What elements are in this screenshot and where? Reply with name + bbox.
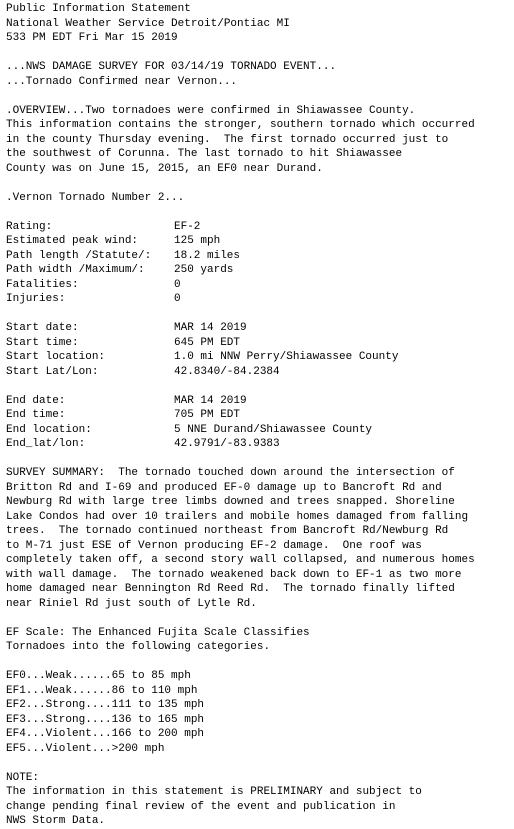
end-row-latlon bbox=[6, 437, 514, 452]
spacer bbox=[6, 46, 514, 61]
stat-value: 0 bbox=[174, 293, 181, 305]
stat-row-path-width bbox=[6, 263, 514, 278]
stat-value: 0 bbox=[174, 278, 181, 291]
start-row-time bbox=[6, 336, 514, 351]
stat-value: EF-2 bbox=[174, 220, 201, 233]
ef-scale-item: EF2...Strong....111 to 135 mph bbox=[6, 699, 205, 711]
start-row-location bbox=[6, 350, 514, 365]
overview-line: This information contains the stronger, southern tornado which occurred bbox=[6, 119, 475, 131]
start-label: Start date: bbox=[6, 322, 79, 334]
ef-scale-item: EF4...Violent...166 to 200 mph bbox=[6, 728, 205, 740]
start-row-latlon bbox=[6, 365, 514, 380]
start-section bbox=[6, 321, 514, 379]
summary-line: Britton Rd and I-69 and produced EF-0 damage up to Bancroft Rd and bbox=[6, 481, 442, 494]
stat-value: 18.2 miles bbox=[174, 249, 241, 262]
summary-line: to M-71 just ESE of Vernon producing EF-2 damage. One roof was bbox=[6, 539, 422, 552]
end-value: 705 PM EDT bbox=[174, 409, 241, 421]
summary-line: trees. The tornado continued northeast from Bancroft Rd/Newburg Rd bbox=[6, 525, 449, 537]
note-line: NWS Storm Data. bbox=[6, 815, 106, 827]
spacer bbox=[6, 611, 514, 626]
end-row-location bbox=[6, 423, 514, 438]
ef-scale-intro: Tornadoes into the following categories. bbox=[6, 641, 271, 653]
spacer bbox=[6, 176, 514, 191]
summary-line: SURVEY SUMMARY: The tornado touched down around the intersection of bbox=[6, 467, 455, 479]
ef-scale-intro: EF Scale: The Enhanced Fujita Scale Classifies bbox=[6, 626, 310, 639]
start-label: Start Lat/Lon: bbox=[6, 365, 99, 378]
end-section bbox=[6, 394, 514, 452]
end-label: End location: bbox=[6, 423, 92, 436]
note-heading: NOTE: bbox=[6, 771, 40, 784]
start-label: Start time: bbox=[6, 336, 79, 349]
start-value: 42.8340/-84.2384 bbox=[174, 365, 280, 378]
overview-line: County was on June 15, 2015, an EF0 near Durand. bbox=[6, 162, 323, 175]
start-label: Start location: bbox=[6, 351, 106, 363]
note-line: The information in this statement is PRELIMINARY and subject to bbox=[6, 786, 422, 798]
end-row-date bbox=[6, 394, 514, 409]
end-value: 5 NNE Durand/Shiawassee County bbox=[174, 423, 373, 436]
stat-row-peak-wind bbox=[6, 234, 514, 249]
spacer bbox=[6, 205, 514, 220]
doc-title: Public Information Statement bbox=[6, 3, 191, 15]
headline-confirmed: ...Tornado Confirmed near Vernon... bbox=[6, 75, 238, 88]
stat-value: 250 yards bbox=[174, 264, 234, 276]
issuing-office: National Weather Service Detroit/Pontiac MI bbox=[6, 17, 290, 30]
ef-scale-item: EF5...Violent...>200 mph bbox=[6, 742, 165, 755]
start-row-date bbox=[6, 321, 514, 336]
ef-scale-item: EF1...Weak......86 to 110 mph bbox=[6, 684, 198, 697]
spacer bbox=[6, 756, 514, 771]
summary-line: completely taken off, a second story wall collapsed, and numerous homes bbox=[6, 554, 475, 566]
summary-line: Newburg Rd with large tree limbs downed and trees snapped. Shoreline bbox=[6, 496, 455, 508]
stat-row-fatalities bbox=[6, 278, 514, 293]
overview-section bbox=[6, 104, 514, 177]
end-label: End_lat/lon: bbox=[6, 438, 86, 450]
overview-line: .OVERVIEW...Two tornadoes were confirmed in Shiawassee County. bbox=[6, 104, 416, 117]
stat-row-path-length bbox=[6, 249, 514, 264]
stat-value: 125 mph bbox=[174, 235, 221, 247]
stat-label: Injuries: bbox=[6, 293, 66, 305]
stat-row-rating bbox=[6, 220, 514, 235]
spacer bbox=[6, 655, 514, 670]
stat-label: Path width /Maximum/: bbox=[6, 264, 145, 276]
summary-line: with wall damage. The tornado weakened back down to EF-1 as two more bbox=[6, 568, 462, 581]
end-row-time bbox=[6, 408, 514, 423]
stat-label: Fatalities: bbox=[6, 278, 79, 291]
stat-label: Path length /Statute/: bbox=[6, 249, 152, 262]
issue-time: 533 PM EDT Fri Mar 15 2019 bbox=[6, 32, 178, 44]
start-value: MAR 14 2019 bbox=[174, 322, 247, 334]
headline-survey: ...NWS DAMAGE SURVEY FOR 03/14/19 TORNADO EVENT... bbox=[6, 61, 337, 73]
summary-line: home damaged near Bennington Rd Reed Rd. The tornado finally lifted bbox=[6, 583, 455, 595]
end-value: MAR 14 2019 bbox=[174, 394, 247, 407]
survey-summary-section bbox=[6, 466, 514, 611]
summary-line: near Riniel Rd just south of Lytle Rd. bbox=[6, 597, 257, 610]
stats-section bbox=[6, 220, 514, 307]
spacer bbox=[6, 89, 514, 104]
tornado-title: .Vernon Tornado Number 2... bbox=[6, 191, 185, 204]
note-section bbox=[6, 771, 514, 829]
end-label: End time: bbox=[6, 409, 66, 421]
start-value: 645 PM EDT bbox=[174, 336, 241, 349]
spacer bbox=[6, 452, 514, 467]
overview-line: in the county Thursday evening. The first tornado occurred just to bbox=[6, 133, 449, 146]
stat-row-injuries bbox=[6, 292, 514, 307]
summary-line: Lake Condos had over 10 trailers and mobile homes damaged from falling bbox=[6, 510, 469, 523]
stat-label: Estimated peak wind: bbox=[6, 235, 139, 247]
spacer bbox=[6, 307, 514, 322]
ef-scale-item: EF0...Weak......65 to 85 mph bbox=[6, 670, 191, 682]
ef-scale-item: EF3...Strong....136 to 165 mph bbox=[6, 713, 205, 726]
ef-scale-list bbox=[6, 669, 514, 756]
end-label: End date: bbox=[6, 394, 66, 407]
end-value: 42.9791/-83.9383 bbox=[174, 438, 280, 450]
overview-line: the southwest of Corunna. The last tornado to hit Shiawassee bbox=[6, 148, 403, 160]
stat-label: Rating: bbox=[6, 220, 53, 233]
spacer bbox=[6, 379, 514, 394]
start-value: 1.0 mi NNW Perry/Shiawassee County bbox=[174, 351, 399, 363]
note-line: change pending final review of the event and publication in bbox=[6, 800, 396, 813]
